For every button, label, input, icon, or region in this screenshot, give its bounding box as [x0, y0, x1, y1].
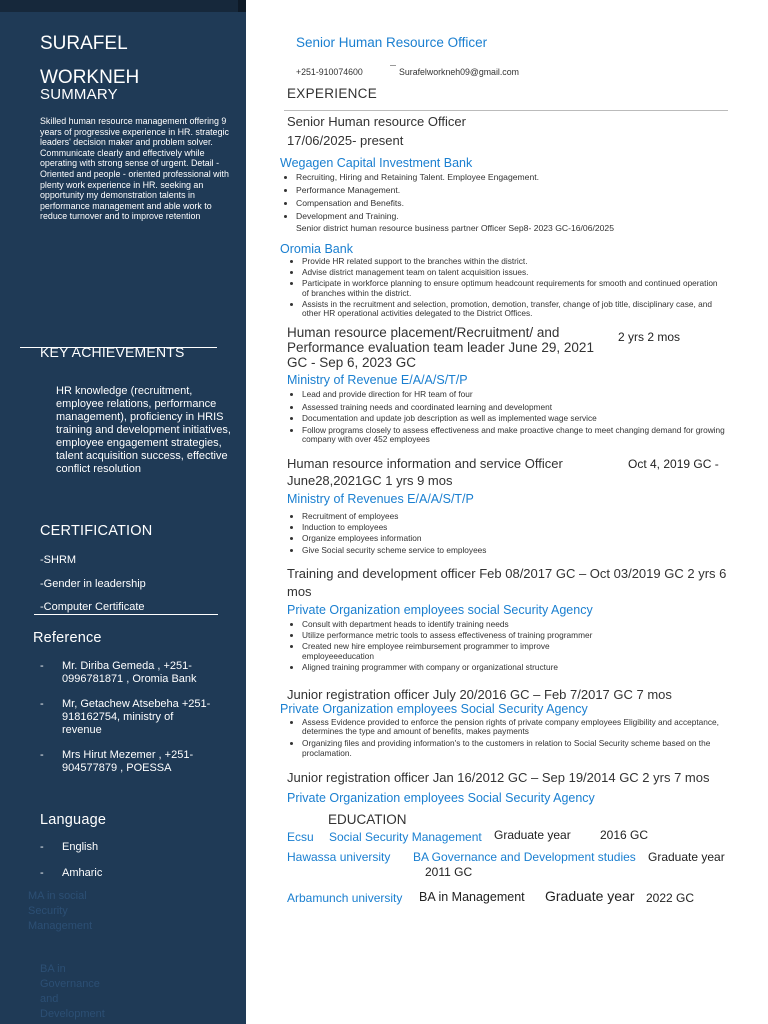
job-bullets: [282, 172, 736, 222]
bullet: • Recruitment of employees: [302, 512, 742, 521]
faded-text: MA in social Security Management: [28, 890, 93, 932]
bullet-dash: -: [40, 867, 44, 879]
organization: Private Organization employees social Security Agency: [287, 603, 593, 617]
bullet-dash: -: [40, 698, 44, 710]
bullet: • Induction to employees: [302, 523, 742, 532]
job-bullets: [288, 718, 742, 758]
school: Arbamunch university: [287, 891, 403, 905]
graduate-year: 2016 GC: [600, 828, 649, 842]
bullet: • Utilize performance metric tools to assess effectiveness of training programmer: [302, 631, 742, 640]
bullet: • Lead and provide direction for HR team of four: [302, 390, 742, 399]
bullet: • Compensation and Benefits.: [296, 198, 736, 209]
bullet: • Development and Training.: [296, 211, 736, 222]
achievements-heading: KEY ACHIEVEMENTS: [40, 344, 185, 360]
certification-item: -SHRM: [40, 554, 77, 566]
summary-heading: SUMMARY: [40, 86, 118, 103]
job-title: Junior registration officer July 20/2016 GC – Feb 7/2017 GC 7 mos: [287, 687, 672, 702]
job-title: Junior registration officer Jan 16/2012 GC – Sep 19/2014 GC 2 yrs 7 mos: [287, 770, 710, 785]
job-date-end: June28,2021GC 1 yrs 9 mos: [287, 473, 453, 488]
bullet-dash: -: [40, 841, 44, 853]
summary-text: Skilled human resource management offering 9 years of progressive experience in HR. strategic leaders' decision maker and problem solver. Communicate clearly and effectively while operating with strong sense of urgent. Detail -Oriented and people - oriented professional with plenty work experience in HR. seeking an opportunity my demonstration talents in performance management and able work to reduce turnover and to improve retention: [40, 116, 229, 222]
job-duration: 2 yrs 2 mos: [618, 330, 681, 344]
bullet: • Assess Evidence provided to enforce the pension rights of private company employees Eligibility and acceptance, determines the type and amount of benefits, makes payments: [302, 718, 742, 736]
bullet: • Organize employees information: [302, 534, 742, 543]
email: Surafelworkneh09@gmail.com: [399, 67, 519, 77]
job-title-header: Senior Human Resource Officer: [296, 35, 488, 50]
organization: Ministry of Revenue E/A/A/S/T/P: [287, 373, 468, 387]
organization: Oromia Bank: [280, 242, 353, 256]
bullet: • Created new hire employee reimbursement programmer to improve employeeeducation: [302, 642, 612, 660]
sidebar-top-accent: [238, 0, 246, 12]
experience-heading: EXPERIENCE: [287, 86, 378, 101]
name-last: WORKNEH: [40, 67, 140, 88]
sidebar-top-bar: [0, 0, 246, 12]
degree: Social Security Management: [329, 830, 482, 844]
bullet: • Aligned training programmer with company or organizational structure: [302, 663, 742, 672]
language-heading: Language: [40, 812, 107, 828]
faded-text: BA in Governance and Development: [40, 963, 105, 1020]
school: Ecsu: [287, 830, 314, 844]
job-title: Senior Human resource Officer: [287, 114, 466, 129]
organization: Ministry of Revenues E/A/A/S/T/P: [287, 492, 474, 506]
achievements-text: HR knowledge (recruitment, employee relations, performance management), proficiency in HRIS training and development initiatives, employee engagement strategies, talent acquisition success, effective conflict resolution: [56, 385, 231, 475]
organization: Private Organization employees Social Security Agency: [280, 702, 588, 716]
bullet: • Give Social security scheme service to employees: [302, 546, 742, 555]
reference-heading: Reference: [33, 630, 102, 646]
job-dates: 17/06/2025- present: [287, 133, 404, 148]
graduate-year: 2011 GC: [425, 865, 473, 879]
language-item: English: [62, 841, 99, 853]
bullet: • Performance Management.: [296, 185, 736, 196]
bullet: • Participate in workforce planning to ensure optimum headcount requirements for smooth and continued operation of branches within the district.: [302, 279, 722, 297]
certification-item: -Gender in leadership: [40, 578, 146, 590]
organization: Private Organization employees Social Security Agency: [287, 791, 595, 805]
job-title: Training and development officer Feb 08/2017 GC – Oct 03/2019 GC 2 yrs 6: [287, 566, 727, 581]
bullet-dash: -: [40, 749, 44, 761]
organization: Wegagen Capital Investment Bank: [280, 156, 473, 170]
education-heading: EDUCATION: [328, 812, 407, 827]
job-bullets: [288, 257, 722, 318]
divider: [284, 110, 728, 111]
bullet: • Assessed training needs and coordinated learning and development: [302, 403, 742, 412]
reference-item: Mr. Diriba Gemeda , +251-0996781871 , Oromia Bank: [62, 660, 197, 685]
bullet: • Provide HR related support to the branches within the district.: [302, 257, 722, 266]
job-note: Senior district human resource business partner Officer Sep8- 2023 GC-16/06/2025: [296, 223, 614, 233]
job-bullets: [288, 512, 742, 555]
job-bullets: [288, 620, 742, 672]
language-item: Amharic: [62, 867, 103, 879]
certification-heading: CERTIFICATION: [40, 523, 153, 539]
graduate-year: 2022 GC: [646, 891, 695, 905]
bullet: • Recruiting, Hiring and Retaining Talent. Employee Engagement.: [296, 172, 736, 183]
bullet: • Follow programs closely to assess effectiveness and make proactive change to meet changing demand for growing company with over 452 employees: [302, 426, 742, 444]
degree: BA in Management: [419, 890, 525, 904]
job-title: Human resource information and service Officer: [287, 456, 563, 471]
certification-item: -Computer Certificate: [40, 601, 145, 613]
job-bullets: [288, 390, 742, 444]
bullet: • Documentation and update job description as well as implemented wage service: [302, 414, 742, 423]
degree: BA Governance and Development studies: [413, 850, 636, 864]
reference-item: Mr, Getachew Atsebeha +251-918162754, ministry of revenue: [62, 698, 211, 736]
bullet: • Organizing files and providing information's to the customers in relation to Social Security scheme based on the proclamation.: [302, 739, 742, 757]
email-icon: [390, 65, 396, 66]
graduate-label: Graduate year: [648, 850, 725, 864]
reference-item: Mrs Hirut Mezemer , +251-904577879 , POESSA: [62, 749, 194, 774]
job-date-start: Oct 4, 2019 GC -: [628, 457, 719, 471]
bullet-dash: -: [40, 660, 44, 672]
graduate-label: Graduate year: [494, 828, 571, 842]
job-title-cont: mos: [287, 584, 312, 599]
name-first: SURAFEL: [40, 33, 128, 54]
bullet: • Advise district management team on talent acquisition issues.: [302, 268, 722, 277]
bullet: • Consult with department heads to identify training needs: [302, 620, 742, 629]
divider: [34, 614, 218, 615]
graduate-label: Graduate year: [545, 888, 635, 904]
school: Hawassa university: [287, 850, 391, 864]
phone: +251-910074600: [296, 67, 363, 77]
bullet: • Assists in the recruitment and selection, promotion, demotion, transfer, change of job title, disciplinary case, and other HR operational activities delegated to the District Offices.: [302, 300, 722, 318]
job-title: Human resource placement/Recruitment/ and Performance evaluation team leader June 29, 2021 GC - Sep 6, 2023 GC: [287, 325, 594, 370]
